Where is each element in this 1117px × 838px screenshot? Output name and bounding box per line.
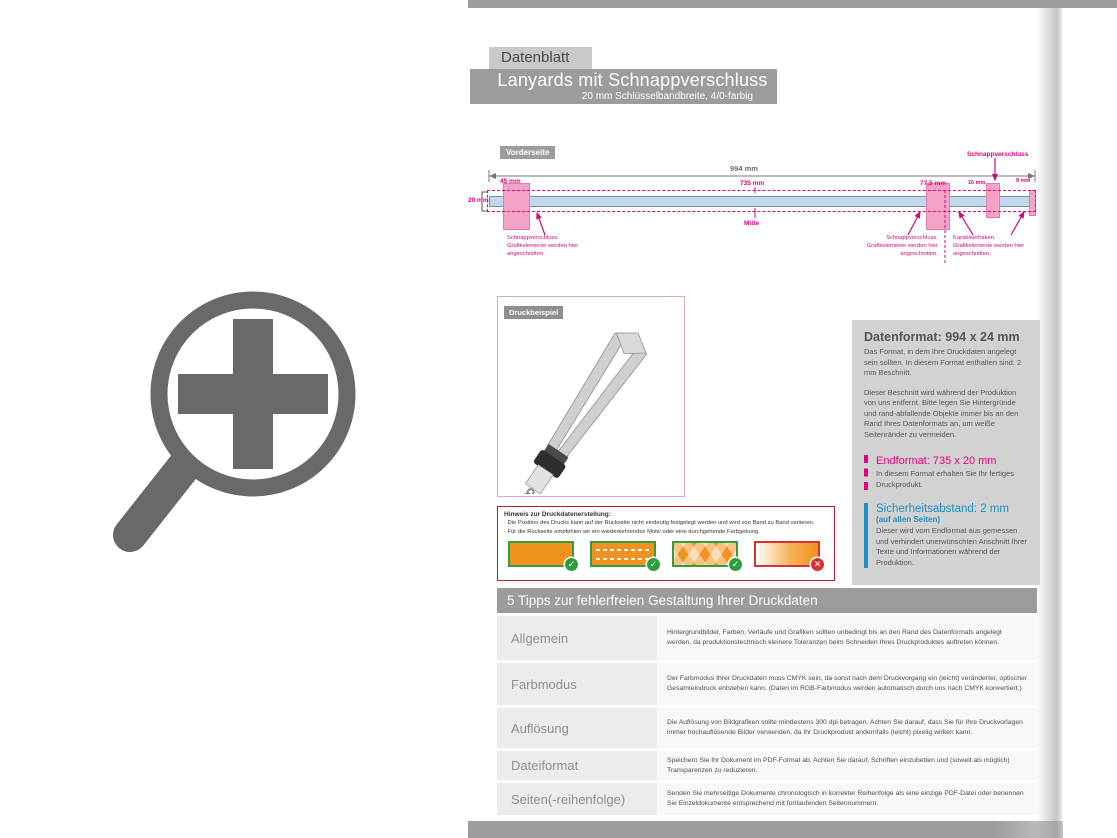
- tip-label: Dateiformat: [497, 751, 657, 780]
- tip-label: Farbmodus: [497, 663, 657, 705]
- tip-text: Der Farbmodus Ihrer Druckdaten muss CMYK sein, da sonst nach dem Druckvorgang ein (leicht) veränderter, optischer Gesamteindruck entstehen kann. (Daten im RGB-Farbmodus werden automatisch durch uns nach CMYK konvertiert.): [657, 663, 1037, 705]
- design-examples: [504, 541, 828, 570]
- hint-bullet-1: · Die Position des Drucks kann auf der Rückseite nicht eindeutig festgelegt werden und wird von Band zu Band variieren.: [504, 519, 828, 527]
- dim-right3: 9 mm: [1016, 178, 1031, 184]
- table-row: [497, 663, 1037, 705]
- snap-closure-top-label: Schnappverschluss: [967, 151, 1029, 158]
- lanyard-dimension-diagram: [468, 140, 1060, 275]
- datasheet-tab-label: Datenblatt: [501, 49, 570, 66]
- safety-margin-title: Sicherheitsabstand: 2 mm: [876, 503, 1009, 515]
- tip-text: Die Auflösung von Bildgrafiken sollte mindestens 300 dpi betragen. Achten Sie darauf, dass Sie für Ihre Druckvorlagen immer hochauflösende Bilder verwenden, da Ihr Druckprodukt andernfalls (leicht) pixelig wirken kann.: [657, 708, 1037, 748]
- endformat-title: Endformat: 735 x 20 mm: [876, 455, 997, 467]
- tips-header: 5 Tipps zur fehlerfreien Gestaltung Ihrer Druckdaten: [497, 588, 1037, 613]
- example-solid-color-ok: [508, 541, 576, 570]
- example-gradient-bad: [754, 541, 822, 570]
- page-top-edge: [468, 0, 1117, 8]
- tips-table: [497, 616, 1037, 818]
- tip-text: Hintergrundbilder, Farben, Verläufe und Grafiken sollten unbedingt bis an den Rand des Datenformats angelegt werden, da produktionstechnisch kleinere Toleranzen beim Schneiden Ihres Druckproduktes auftreten können.: [657, 616, 1037, 660]
- annotation-carabiner: Karabinerhaken. Grafikelemente werden hier angeschnitten.: [953, 235, 1025, 257]
- safety-margin-subtitle: (auf allen Seiten): [876, 515, 941, 524]
- print-example-box: [497, 296, 685, 497]
- cross-icon: ✕: [811, 558, 824, 571]
- tip-label: Allgemein: [497, 616, 657, 660]
- annotation-snap-left: Schnappverschluss. Grafikelemente werden hier angeschnitten.: [507, 235, 579, 257]
- center-label: Mitte: [744, 220, 760, 227]
- dim-right2: 16 mm: [968, 180, 986, 186]
- annotation-snap-mid: Schnappverschluss. Grafikelemente werden hier angeschnitten.: [866, 235, 938, 257]
- table-row: [497, 783, 1037, 815]
- table-row: [497, 616, 1037, 660]
- side-label: Vorderseite: [500, 146, 555, 159]
- title-bar: [470, 69, 777, 104]
- dim-total: 994 mm: [730, 164, 758, 173]
- page-subtitle: 20 mm Schlüsselbandbreite, 4/0-farbig: [581, 91, 753, 102]
- check-icon: ✓: [647, 558, 660, 571]
- check-icon: ✓: [729, 558, 742, 571]
- endformat-block: [864, 455, 1028, 490]
- dim-height: 20 mm: [468, 197, 489, 204]
- tip-text: Senden Sie mehrseitige Dokumente chronologisch in korrekter Reihenfolge als eine einzige PDF-Datei oder benennen Sie Einzeldokumente entsprechend mit fortlaufenden Seitennummern.: [657, 783, 1037, 815]
- datenformat-text-2: Dieser Beschnitt wird während der Produktion von uns entfernt. Bitte legen Sie Hintergründe und rand-abfallende Objekte immer bis an den Rand Ihres Datenformats an, um weiße Seitenränder zu vermeiden.: [864, 387, 1019, 439]
- tip-text: Speichern Sie Ihr Dokument im PDF-Format ab. Achten Sie darauf, Schriften einzubetten und (soweit als möglich) Transparenzen zu reduzieren.: [657, 751, 1037, 780]
- safety-margin-block: [864, 503, 1028, 568]
- hint-bullet-2: · Für die Rückseite empfehlen wir ein wiederkehrendes Motiv oder eine durchgehende Farbgebung.: [504, 528, 828, 536]
- print-data-hint-box: [497, 506, 835, 581]
- datasheet-tab: [489, 47, 592, 69]
- zoom-in-icon[interactable]: [100, 282, 370, 554]
- datenformat-title: Datenformat: 994 x 24 mm: [864, 330, 1020, 344]
- tip-label: Auflösung: [497, 708, 657, 748]
- page-title: Lanyards mit Schnappverschluss: [497, 70, 768, 90]
- dim-left: 45 mm: [500, 178, 521, 185]
- format-info-box: [852, 320, 1040, 585]
- dim-endformat: 735 mm: [740, 180, 765, 187]
- example-pattern-ok: [672, 541, 740, 570]
- safety-margin-text: Dieser wird vom Endformat aus gemessen und verhindert unerwünschten Anschnitt Ihrer Texte und Informationen während der Produktion.: [876, 526, 1027, 567]
- lanyard-illustration: [498, 297, 682, 494]
- dim-right1: 77,5 mm: [920, 180, 947, 187]
- example-repeating-text-ok: [590, 541, 658, 570]
- hint-title: Hinweis zur Druckdatenerstellung:: [504, 511, 611, 518]
- table-row: [497, 751, 1037, 780]
- endformat-text: In diesem Format erhalten Sie Ihr fertiges Druckprodukt.: [876, 469, 1014, 489]
- check-icon: ✓: [565, 558, 578, 571]
- page-bottom-edge: [468, 821, 1063, 838]
- tip-label: Seiten(-reihenfolge): [497, 783, 657, 815]
- print-example-label: Druckbeispiel: [504, 306, 563, 319]
- datenformat-text-1: Das Format, in dem Ihre Druckdaten angelegt sein sollten. In diesem Format enthalten sind: 2 mm Beschnitt.: [864, 347, 1022, 377]
- table-row: [497, 708, 1037, 748]
